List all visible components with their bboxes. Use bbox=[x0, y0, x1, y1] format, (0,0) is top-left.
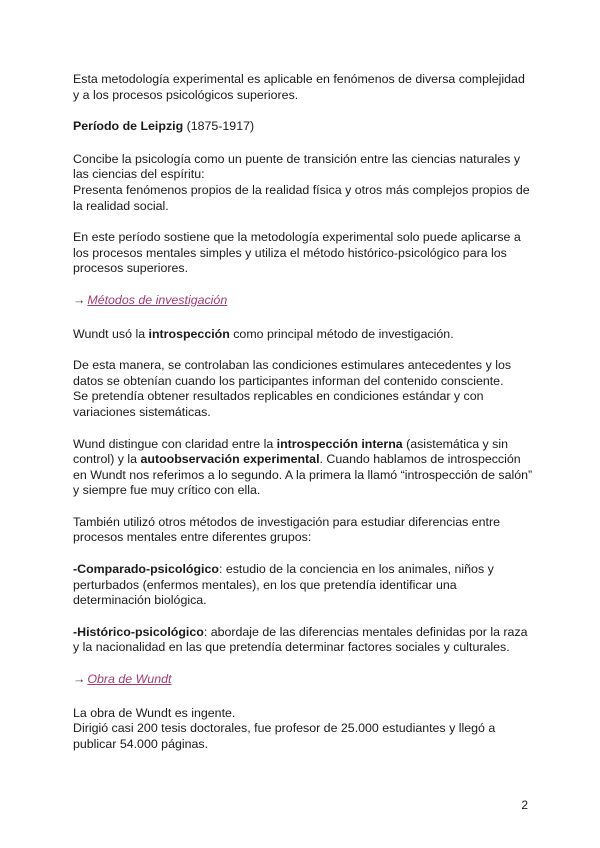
text-segment: : estudio de la conciencia en los animales, niños y perturbados (enfermos mentales), en los que pretendía identificar una determinación biológica. bbox=[73, 562, 494, 608]
bold-introspeccion: introspección bbox=[148, 326, 230, 341]
conditions-line-1: De esta manera, se controlaban las condiciones estimulares antecedentes y los datos se obtenían cuando los participantes informan del contenido consciente. bbox=[73, 358, 512, 388]
bold-comparado-psicologico: -Comparado-psicológico bbox=[73, 562, 219, 577]
section-heading-leipzig bbox=[73, 119, 533, 135]
conditions-line-2: Se pretendía obtener resultados replicables en condiciones estándar y con variaciones sistemáticas. bbox=[73, 389, 484, 419]
paragraph-historico bbox=[73, 625, 533, 656]
paragraph-introspection bbox=[73, 327, 533, 343]
bridge-line-2: Presenta fenómenos propios de la realidad física y otros más complejos propios de la realidad social. bbox=[73, 182, 530, 213]
paragraph-psychology-bridge bbox=[73, 152, 533, 214]
document-page bbox=[73, 72, 533, 768]
text-segment: (asistemática y sin control) y la bbox=[73, 436, 509, 467]
paragraph-obra bbox=[73, 706, 533, 753]
bold-autoobservacion: autoobservación experimental bbox=[140, 452, 320, 467]
bold-introspeccion-interna: introspección interna bbox=[276, 436, 403, 451]
paragraph-other-methods: También utilizó otros métodos de investigación para estudiar diferencias entre procesos mentales entre diferentes grupos: bbox=[73, 514, 501, 545]
text-segment: Wund distingue con claridad entre la bbox=[73, 436, 277, 451]
link-obra-de-wundt[interactable]: Obra de Wundt bbox=[87, 672, 172, 687]
text-segment: : abordaje de las diferencias mentales definidas por la raza y la nacionalidad en las que pretendía determinar factores sociales y culturales. bbox=[73, 624, 528, 655]
paragraph-conditions bbox=[73, 358, 533, 420]
text-segment: Wundt usó la bbox=[73, 326, 149, 341]
text-segment: como principal método de investigación. bbox=[229, 326, 454, 341]
link-metodos-investigacion[interactable]: Métodos de investigación bbox=[87, 292, 228, 307]
text-segment: . Cuando hablamos de introspección en Wundt nos referimos a lo segundo. A la primera la llamó “introspección de salón” y siempre fue muy crítico con ella. bbox=[73, 452, 533, 498]
heading-dates: (1875-1917) bbox=[183, 119, 255, 134]
paragraph-distinction bbox=[73, 437, 533, 499]
heading-bold-text: Período de Leipzig bbox=[73, 119, 184, 134]
bridge-line-1: Concibe la psicología como un puente de transición entre las ciencias naturales y las ciencias del espíritu: bbox=[73, 151, 521, 182]
bold-historico-psicologico: -Histórico-psicológico bbox=[73, 624, 204, 639]
section-link-methods bbox=[73, 293, 533, 309]
arrow-right-icon: → bbox=[73, 292, 86, 307]
paragraph-comparado bbox=[73, 562, 533, 609]
arrow-right-icon: → bbox=[73, 672, 86, 687]
paragraph-experimental-method: En este período sostiene que la metodología experimental solo puede aplicarse a los procesos mentales simples y utiliza el método histórico-psicológico para los procesos superiores. bbox=[73, 230, 521, 276]
obra-line-1: La obra de Wundt es ingente. bbox=[73, 705, 236, 720]
page-number: 2 bbox=[521, 798, 528, 812]
section-link-obra bbox=[73, 672, 533, 688]
paragraph-methodology: Esta metodología experimental es aplicable en fenómenos de diversa complejidad y a los procesos psicológicos superiores. bbox=[73, 72, 525, 102]
obra-line-2: Dirigió casi 200 tesis doctorales, fue profesor de 25.000 estudiantes y llegó a publicar 54.000 páginas. bbox=[73, 721, 496, 751]
